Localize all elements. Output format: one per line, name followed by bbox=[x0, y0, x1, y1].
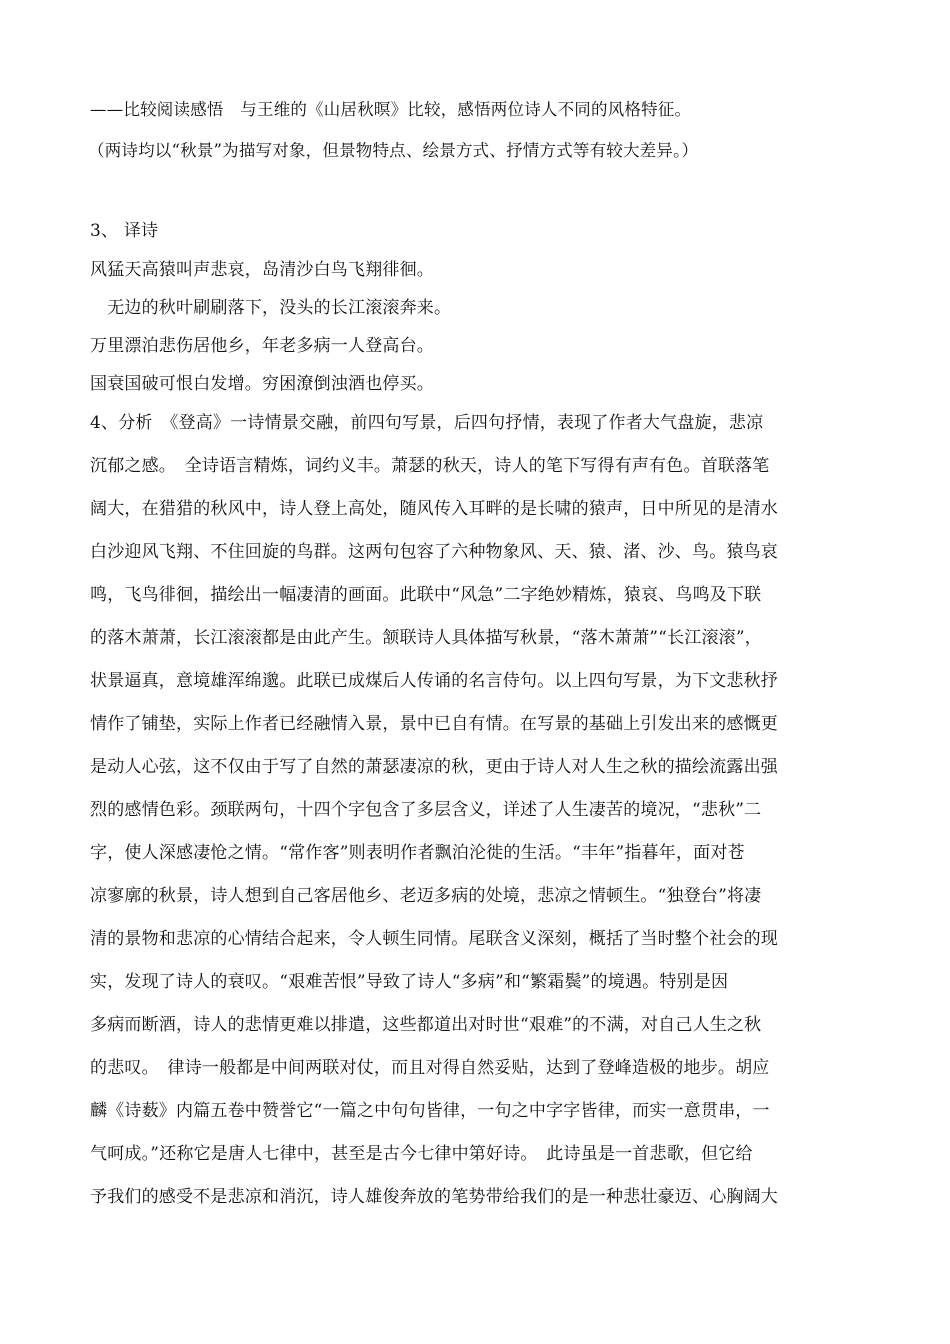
analysis-line-6: 的落木萧萧，长江滚滚都是由此产生。颔联诗人具体描写秋景，“落木萧萧”“长江滚滚”， bbox=[90, 628, 762, 648]
analysis-line-11: 字，使人深感凄怆之情。“常作客”则表明作者飘泊沦徙的生活。“丰年”指暮年，面对苍 bbox=[90, 843, 745, 863]
analysis-line-9: 是动人心弦，这不仅由于写了自然的萧瑟凄凉的秋，更由于诗人对人生之秋的描绘流露出强 bbox=[90, 757, 778, 777]
analysis-line-7: 状景逼真，意境雄浑绵邈。此联已成煤后人传诵的名言侍句。以上四句写景，为下文悲秋抒 bbox=[90, 671, 778, 691]
translation-line-3: 万里漂泊悲伤居他乡，年老多病一人登高台。 bbox=[90, 336, 434, 356]
analysis-line-3: 阔大，在猎猎的秋风中，诗人登上高处，随风传入耳畔的是长啸的猿声，日中所见的是清水 bbox=[90, 499, 778, 519]
analysis-line-16: 的悲叹。 律诗一般都是中间两联对仗，而且对得自然妥贴，达到了登峰造极的地步。胡应 bbox=[90, 1058, 770, 1078]
comparison-line-2: （两诗均以“秋景”为描写对象，但景物特点、绘景方式、抒情方式等有较大差异。） bbox=[88, 141, 699, 160]
analysis-line-2: 沉郁之感。 全诗语言精炼，词约义丰。萧瑟的秋天，诗人的笔下写得有声有色。首联落笔 bbox=[90, 456, 770, 476]
analysis-line-17: 麟《诗薮》内篇五卷中赞誉它“一篇之中句句皆律，一句之中字字皆律，而实一意贯串，一 bbox=[90, 1101, 770, 1121]
translation-line-1: 风猛天高猿叫声悲哀，岛清沙白鸟飞翔徘徊。 bbox=[90, 260, 434, 280]
analysis-line-19: 予我们的感受不是悲凉和消沉，诗人雄俊奔放的笔势带给我们的是一种悲壮豪迈、心胸阔大 bbox=[90, 1187, 778, 1207]
translation-line-2: 无边的秋叶刷刷落下，没头的长江滚滚奔来。 bbox=[90, 298, 452, 318]
section3-heading: 3、 译诗 bbox=[90, 221, 159, 241]
analysis-line-14: 实，发现了诗人的衰叹。“艰难苦恨”导致了诗人“多病”和“繁霜鬓”的境遇。特别是因 bbox=[90, 972, 729, 992]
comparison-line-1: ——比较阅读感悟 与王维的《山居秋暝》比较，感悟两位诗人不同的风格特征。 bbox=[90, 100, 692, 119]
analysis-line-8: 情作了铺垫，实际上作者已经融情入景，景中已自有情。在写景的基础上引发出来的感慨更 bbox=[90, 714, 778, 734]
analysis-line-18: 气呵成。”还称它是唐人七律中，甚至是古今七律中第好诗。 此诗虽是一首悲歌，但它给 bbox=[90, 1144, 753, 1164]
analysis-line-1: 4、分析 《登高》一诗情景交融，前四句写景，后四句抒情，表现了作者大气盘旋，悲凉 bbox=[90, 413, 764, 433]
analysis-line-10: 烈的感情色彩。颈联两句，十四个字包含了多层含义，详述了人生凄苦的境况，“悲秋”二 bbox=[90, 800, 762, 820]
analysis-line-5: 鸣，飞鸟徘徊，描绘出一幅凄清的画面。此联中“风急”二字绝妙精炼，猿哀、鸟鸣及下联 bbox=[90, 585, 762, 605]
analysis-line-13: 清的景物和悲凉的心情结合起来，令人顿生同情。尾联含义深刻，概括了当时整个社会的现 bbox=[90, 929, 778, 949]
analysis-line-4: 白沙迎风飞翔、不住回旋的鸟群。这两句包容了六种物象风、天、猿、渚、沙、鸟。猿鸟哀 bbox=[90, 542, 778, 562]
translation-line-4: 国衰国破可恨白发增。穷困潦倒浊酒也停买。 bbox=[90, 374, 434, 394]
analysis-line-15: 多病而断酒，诗人的悲情更难以排遣，这些都道出对时世“艰难”的不满，对自己人生之秋 bbox=[90, 1015, 762, 1035]
analysis-line-12: 凉寥廓的秋景，诗人想到自己客居他乡、老迈多病的处境，悲凉之情顿生。“独登台”将凄 bbox=[90, 886, 762, 906]
